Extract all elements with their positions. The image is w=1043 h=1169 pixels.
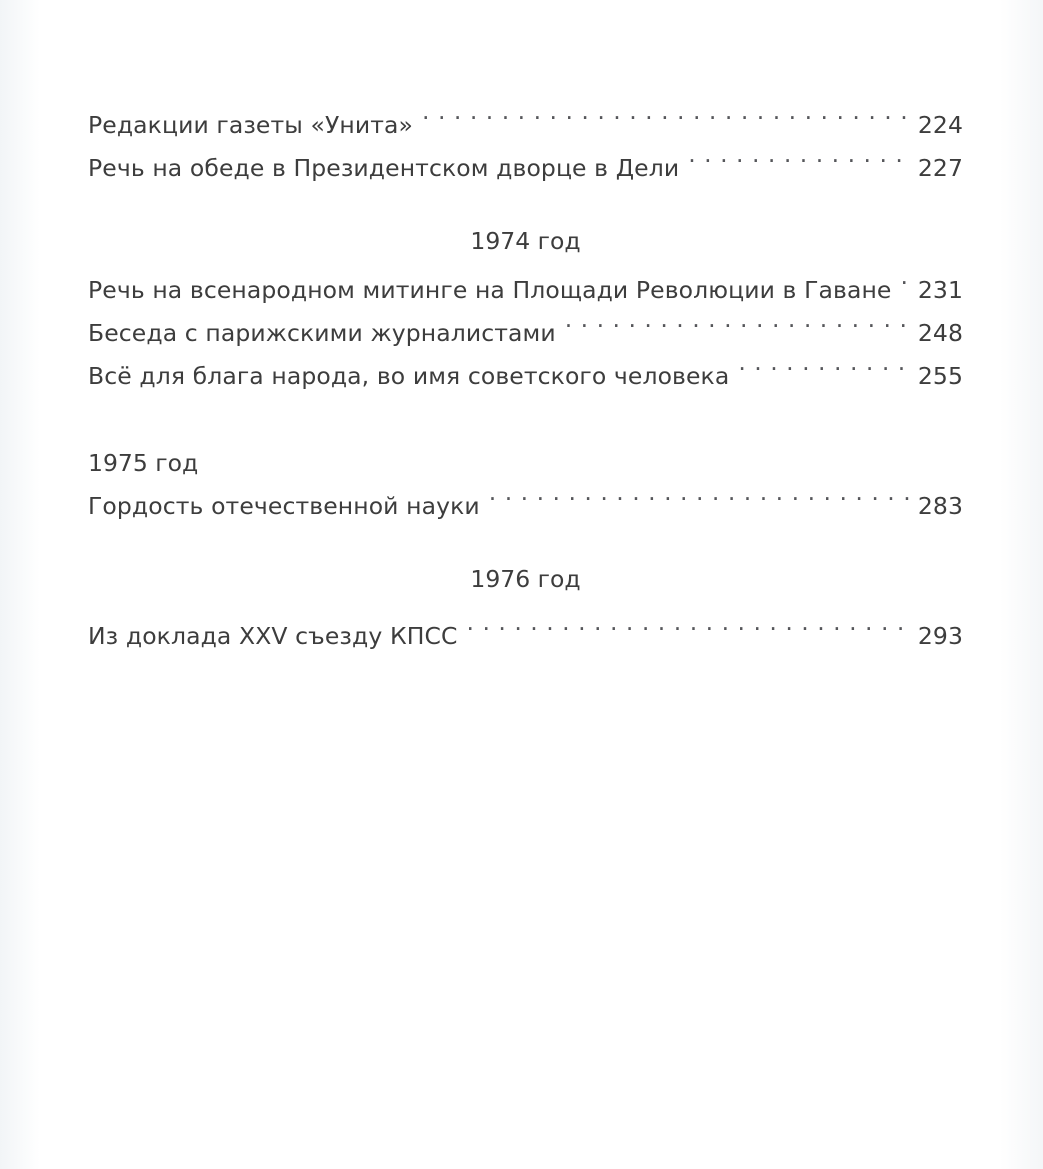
- toc-entry-page: 255: [917, 362, 963, 390]
- dot-leader: [422, 110, 911, 134]
- table-row[interactable]: [88, 104, 963, 147]
- dot-leader: [467, 621, 911, 645]
- toc-entry-page: 283: [917, 492, 963, 520]
- dot-leader: [900, 275, 910, 299]
- toc-group: [88, 615, 963, 658]
- table-row[interactable]: [88, 485, 963, 528]
- toc-entry-page: 293: [917, 622, 963, 650]
- toc-entry-title: Всё для блага народа, во имя советского человека: [88, 362, 730, 390]
- dot-leader: [565, 318, 911, 342]
- table-row[interactable]: [88, 147, 963, 190]
- toc-entry-page: 224: [917, 111, 963, 139]
- table-row[interactable]: [88, 355, 963, 398]
- dot-leader: [489, 491, 911, 515]
- toc-entry-title: Речь на обеде в Президентском дворце в Дели: [88, 154, 680, 182]
- toc-entry-title: Беседа с парижскими журналистами: [88, 319, 556, 347]
- toc-entry-title: Гордость отечественной науки: [88, 492, 480, 520]
- spacer: [88, 528, 963, 558]
- dot-leader: [688, 153, 911, 177]
- toc-entry-page: 248: [917, 319, 963, 347]
- dot-leader: [738, 361, 910, 385]
- table-row[interactable]: [88, 269, 963, 312]
- section-heading-1974: 1974 год: [470, 227, 581, 255]
- toc-group: [88, 104, 963, 190]
- toc-entry-title: Из доклада XXV съезду КПСС: [88, 622, 458, 650]
- toc-entry-page: 231: [917, 276, 963, 304]
- table-of-contents: [88, 104, 963, 658]
- toc-group: [88, 485, 963, 528]
- section-heading-1976: 1976 год: [470, 565, 581, 593]
- spacer: [88, 190, 963, 220]
- toc-entry-page: 227: [917, 154, 963, 182]
- table-row[interactable]: [88, 312, 963, 355]
- spacer: [88, 398, 963, 442]
- table-row[interactable]: [88, 615, 963, 658]
- toc-entry-title: Редакции газеты «Унита»: [88, 111, 414, 139]
- section-heading-1975: 1975 год: [88, 449, 199, 477]
- toc-entry-title: Речь на всенародном митинге на Площади Революции в Гаване: [88, 276, 892, 304]
- toc-group: [88, 269, 963, 398]
- spacer: [88, 601, 963, 615]
